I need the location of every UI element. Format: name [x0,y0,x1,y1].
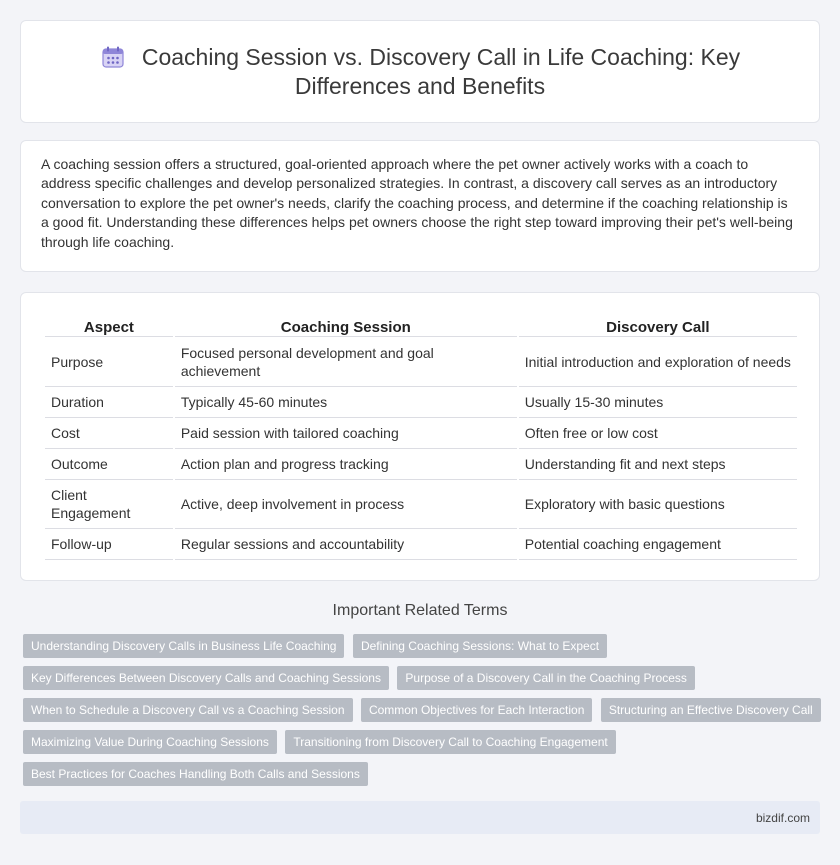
related-term-tag[interactable]: Structuring an Effective Discovery Call [601,698,821,722]
table-cell: Client Engagement [45,480,173,529]
table-cell: Usually 15-30 minutes [519,387,797,418]
table-cell: Duration [45,387,173,418]
comparison-table [43,315,799,560]
table-row [45,449,797,480]
related-term-tag[interactable]: When to Schedule a Discovery Call vs a Coaching Session [23,698,353,722]
footer [20,801,820,834]
title-line-1: Coaching Session vs. Discovery Call in Life Coaching: Key [141,44,741,70]
related-terms-list [23,634,823,794]
table-cell: Regular sessions and accountability [175,529,517,560]
table-cell: Exploratory with basic questions [519,480,797,529]
related-term-tag[interactable]: Understanding Discovery Calls in Business Life Coaching [23,634,344,658]
tag-row [23,698,823,730]
header-aspect: Aspect [45,315,173,337]
table-cell: Often free or low cost [519,418,797,449]
table-header-row [45,315,797,337]
table-row [45,529,797,560]
footer-site[interactable]: bizdif.com [755,811,810,825]
page-title [21,43,819,101]
tag-row [23,634,823,666]
related-terms-title: Important Related Terms [332,602,508,619]
related-term-tag[interactable]: Maximizing Value During Coaching Sessions [23,730,277,754]
related-term-tag[interactable]: Best Practices for Coaches Handling Both Calls and Sessions [23,762,368,786]
table-cell: Potential coaching engagement [519,529,797,560]
table-cell: Typically 45-60 minutes [175,387,517,418]
table-cell: Outcome [45,449,173,480]
table-cell: Cost [45,418,173,449]
table-cell: Active, deep involvement in process [175,480,517,529]
tag-row [23,730,823,762]
calendar-icon [100,46,126,68]
table-cell: Paid session with tailored coaching [175,418,517,449]
related-term-tag[interactable]: Common Objectives for Each Interaction [361,698,592,722]
related-term-tag[interactable]: Defining Coaching Sessions: What to Expect [353,634,607,658]
table-row [45,480,797,529]
tag-row [23,762,823,794]
header-discovery-call: Discovery Call [519,315,797,337]
related-term-tag[interactable]: Transitioning from Discovery Call to Coaching Engagement [285,730,615,754]
related-term-tag[interactable]: Purpose of a Discovery Call in the Coaching Process [397,666,694,690]
title-line-2: Differences and Benefits [294,73,546,99]
comparison-card [20,292,820,581]
intro-card [20,140,820,272]
intro-paragraph: A coaching session offers a structured, goal-oriented approach where the pet owner actively works with a coach to address specific challenges and develop personalized strategies. In contrast, a discovery call serves as an introductory conversation to explore the pet owner's needs, clarify the coaching process, and determine if the coaching relationship is a good fit. Understanding these differences helps pet owners choose the right step toward improving their pet's well-being through life coaching. [41,156,793,250]
header-coaching-session: Coaching Session [175,315,517,337]
table-cell: Understanding fit and next steps [519,449,797,480]
table-cell: Focused personal development and goal achievement [175,337,517,387]
related-term-tag[interactable]: Key Differences Between Discovery Calls and Coaching Sessions [23,666,389,690]
table-row [45,337,797,387]
table-cell: Purpose [45,337,173,387]
table-row [45,418,797,449]
header-card [20,20,820,123]
table-cell: Follow-up [45,529,173,560]
tag-row [23,666,823,698]
table-cell: Action plan and progress tracking [175,449,517,480]
table-cell: Initial introduction and exploration of needs [519,337,797,387]
table-row [45,387,797,418]
